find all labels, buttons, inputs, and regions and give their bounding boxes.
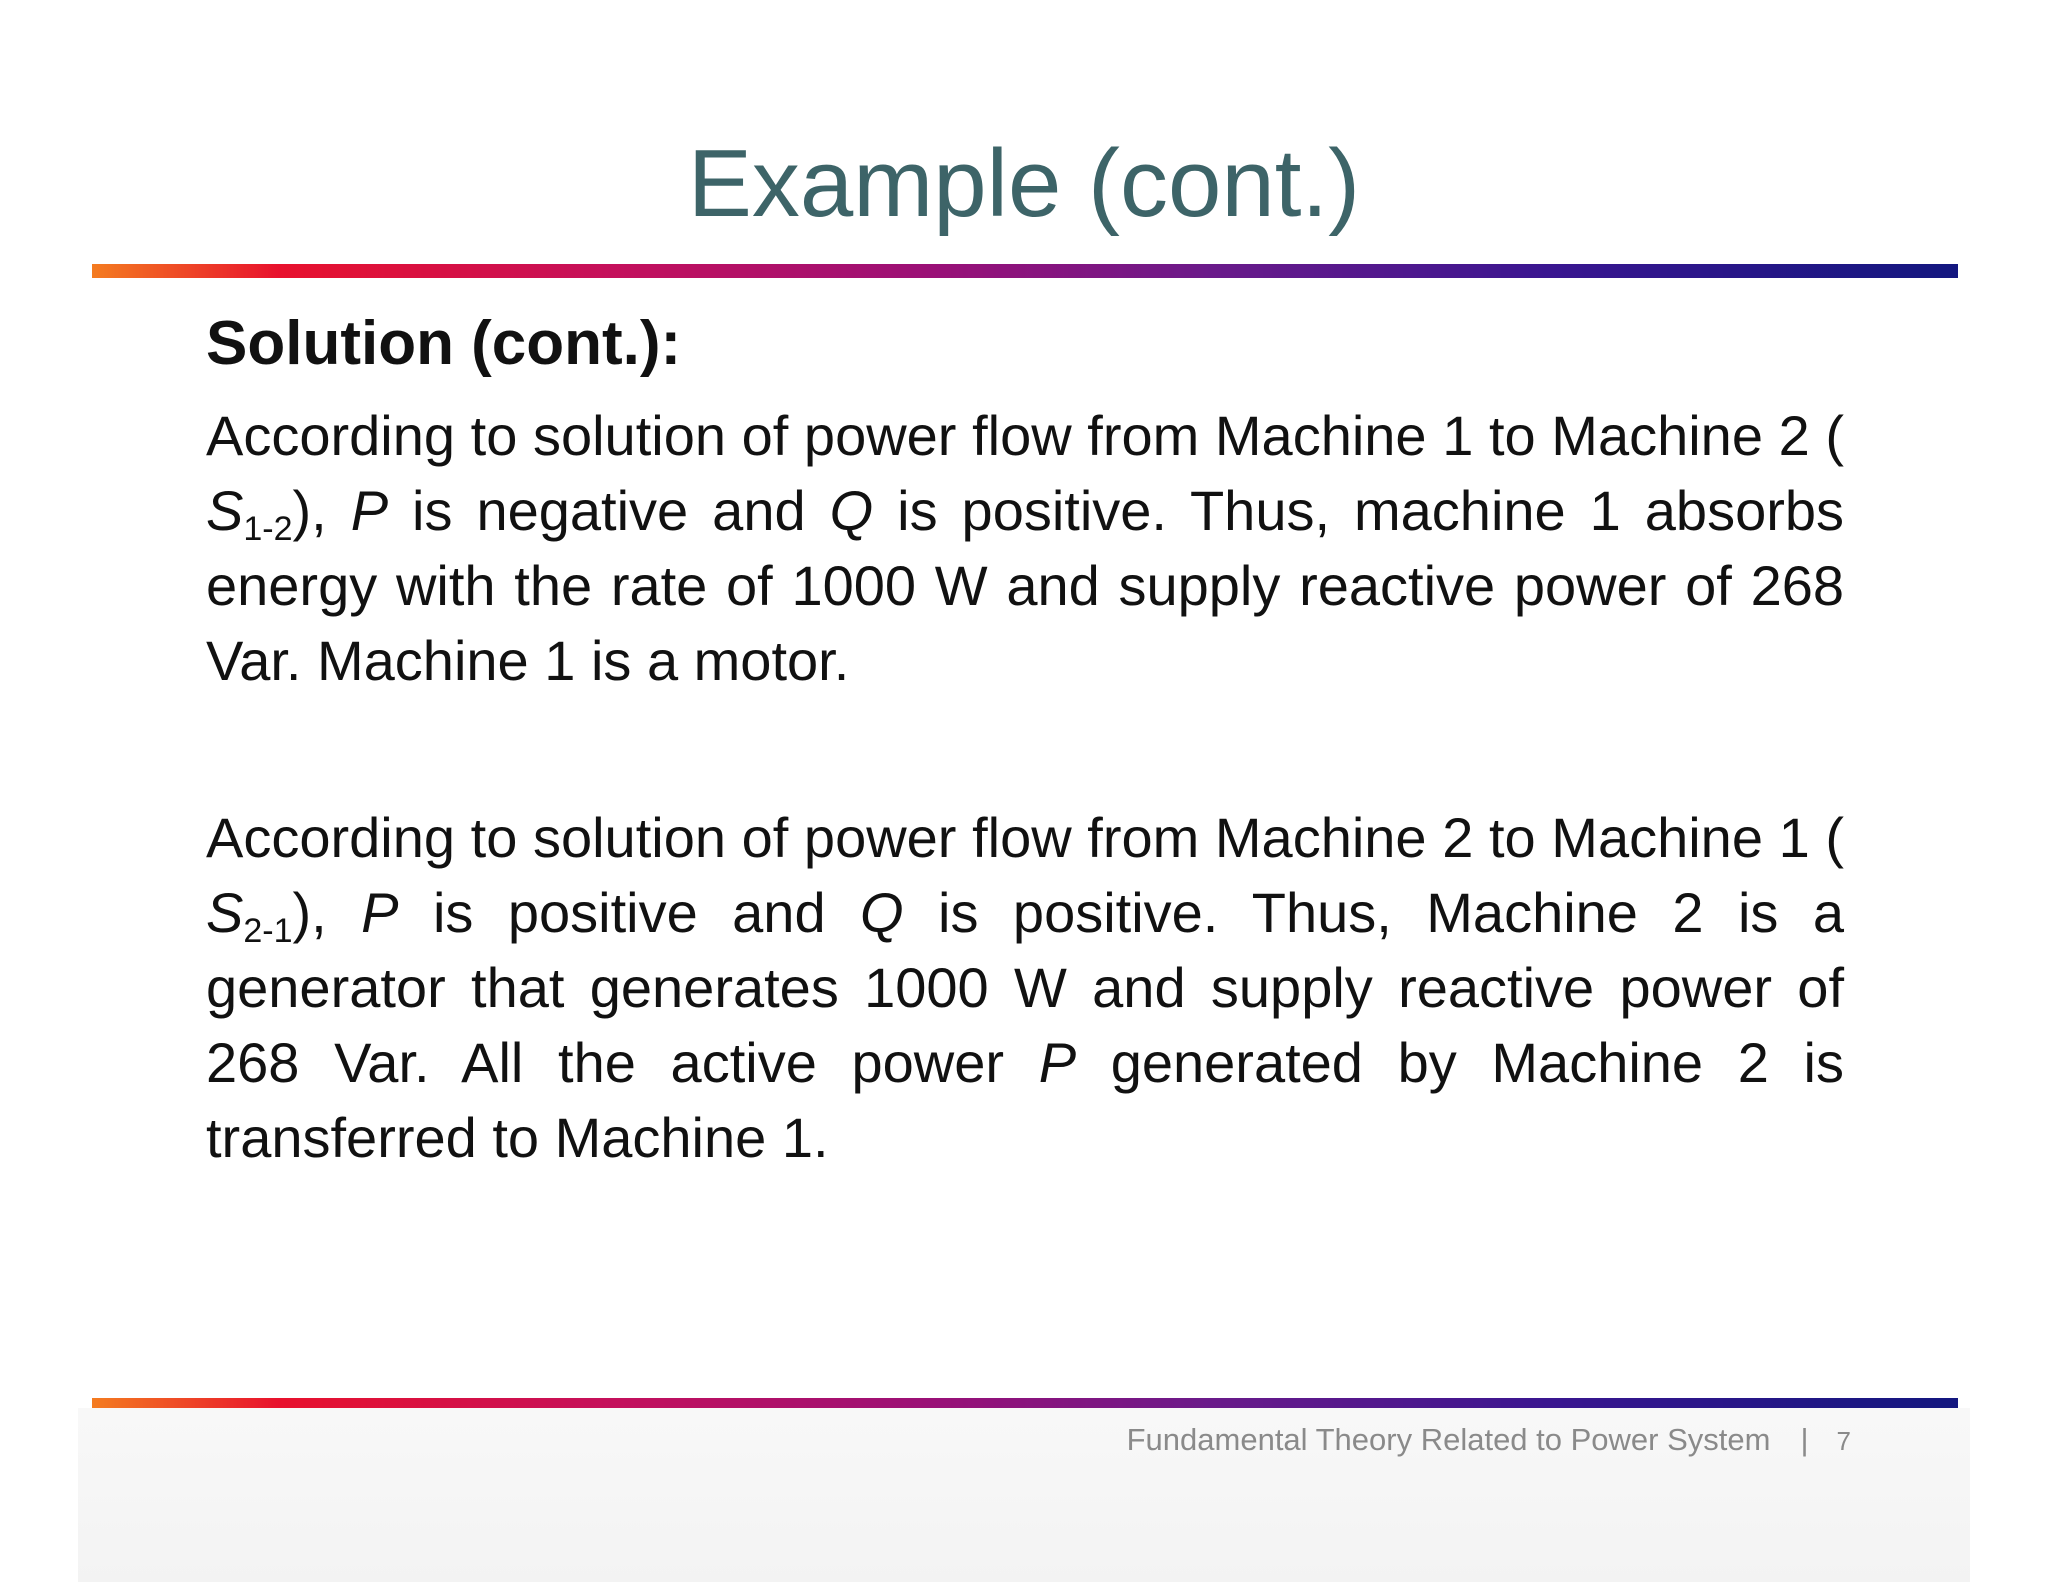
p1-text-3: is negative and [388,479,830,542]
p1-subscript: 1-2 [243,510,293,548]
p1-symbol-p: P [350,479,389,542]
page-number: 7 [1836,1426,1851,1456]
p1-symbol-s: S [206,479,244,542]
footer [1127,1418,1851,1463]
paragraph-2 [206,800,1844,1175]
footer-separator: | [1800,1422,1809,1457]
p2-symbol-p: P [361,881,399,944]
p2-text-4: is positive. Thus, Machine 2 is a generator that generates 1000 W and supply reactive power of 268 Var. All the active power [206,881,1844,1094]
bottom-gradient-rule [92,1398,1958,1408]
p1-text-2: ), [292,479,351,542]
solution-heading: Solution (cont.): [206,309,682,378]
slide-content [206,304,1844,1175]
p1-symbol-q: Q [829,479,874,542]
paragraph-1 [206,398,1844,698]
p2-text-1: According to solution of power flow from Machine 2 to Machine 1 ( [206,806,1844,869]
p1-text-1: According to solution of power flow from Machine 1 to Machine 2 ( [206,404,1844,467]
slide-title: Example (cont.) [687,130,1361,237]
p2-text-2: ), [292,881,362,944]
top-gradient-rule [92,264,1958,278]
p2-symbol-s: S [206,881,244,944]
p2-subscript: 2-1 [243,912,293,950]
p2-text-5: generated by Machine 2 is transferred to Machine 1. [206,1031,1844,1169]
p2-text-3: is positive and [398,881,861,944]
footer-text: Fundamental Theory Related to Power System [1126,1422,1771,1457]
p2-symbol-p-2: P [1038,1031,1077,1094]
p2-symbol-q: Q [860,881,904,944]
p1-text-4: is positive. Thus, machine 1 absorbs energy with the rate of 1000 W and supply reactive power of 268 Var. Machine 1 is a motor. [206,479,1845,692]
